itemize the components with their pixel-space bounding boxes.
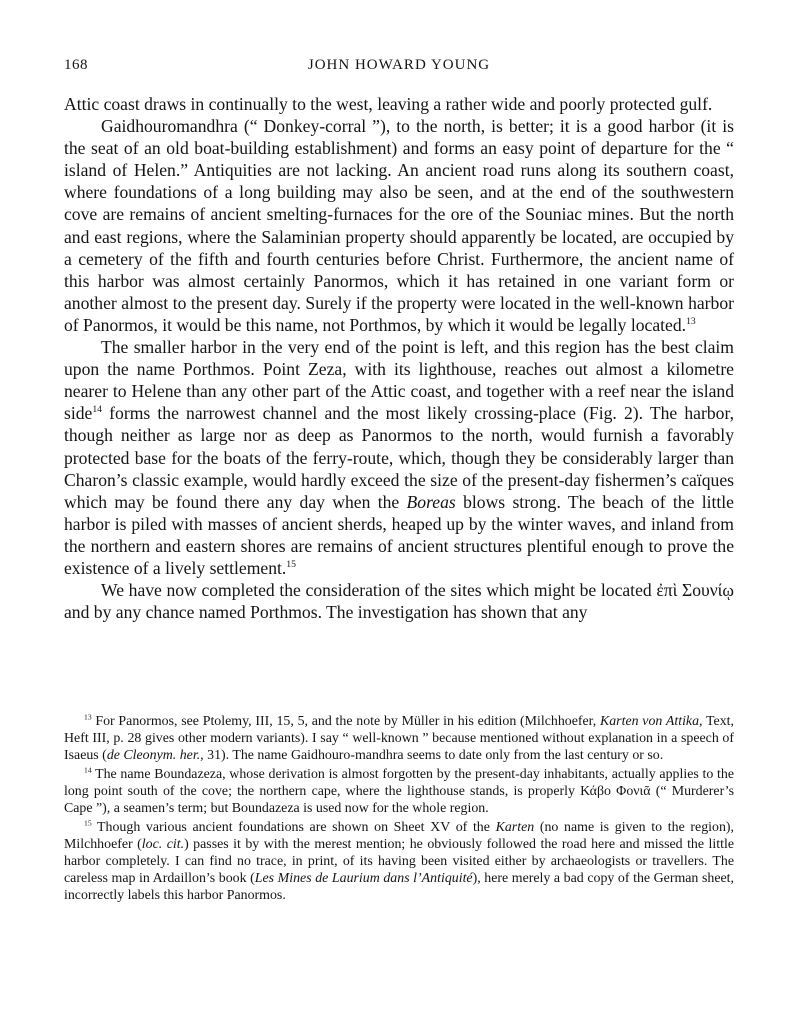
paragraph-continuation: Attic coast draws in continually to the west, leaving a rather wide and poorly protected gulf.: [64, 94, 713, 114]
paragraph-porthmos-harbor: The smaller harbor in the very end of the point is left, and this region has the best claim upon the name Porthmos. Point Zeza, with its lighthouse, reaches out almost a kilometre nearer to Helene than any other part of the Attic coast, and together with a reef near the island side$^{14}$ forms the narrowest channel and the most likely crossing-place (Fig. 2). The harbor, though neither as large nor as deep as Panormos to the north, would furnish a favorably protected base for the boats of the ferry-route, which, though they be considerably larger than Charon’s classic example, would hardly exceed the size of the present-day fishermen’s caïques which may be found there any day when the Boreas blows strong. The beach of the little harbor is piled with masses of ancient sherds, heaped up by the winter waves, and inland from the northern and eastern shores are remains of ancient structures plentiful enough to prove the existence of a lively settlement.$^{15}$: [64, 337, 734, 578]
footnote-13: $^{13}$ For Panormos, see Ptolemy, III, 15, 5, and the note by Müller in his edition (Milchhoefer, Karten von Attika, Text, Heft III, p. 28 gives other modern variants). I say “ well-known ” because mentioned without explanation in a speech of Isaeus (de Cleonym. her., 31). The name Gaidhouro-mandhra seems to date only from the last century or so.: [64, 712, 734, 763]
body-text: [64, 93, 734, 623]
boreas-italic: Boreas: [406, 491, 456, 512]
greek-phrase: ἐπὶ Σουνίῳ: [656, 580, 734, 601]
footnote-14: $^{14}$ The name Boundazeza, whose derivation is almost forgotten by the present-day inhabitants, actually applies to the long point south of the cove; the northern cape, where the lighthouse stands, is properly Κάβο Φονιᾶ (“ Murderer’s Cape ”), a seamen’s term; but Boundazeza is used now for the whole region.: [64, 765, 734, 816]
paragraph-gaidhouromandhra: Gaidhouromandhra (“ Donkey-corral ”), to the north, is better; it is a good harbor (it is the seat of an old boat-building establishment) and forms an easy point of departure for the “ island of Helen.” Antiquities are not lacking. An ancient road runs along its southern coast, where foundations of a long building may also be seen, and at the end of the southwestern cove are remains of ancient smelting-furnaces for the ore of the Souniac mines. But the north and east regions, where the Salaminian property should apparently be located, are occupied by a cemetery of the fifth and fourth centuries before Christ. Furthermore, the ancient name of this harbor was almost certainly Panormos, which it has retained in one variant form or another almost to the present day. Surely if the property were located in the well-known harbor of Panormos, it would be this name, not Porthmos, by which it would be legally located.$^{13}$: [64, 116, 734, 335]
greek-cape-name: Κάβο Φονιᾶ: [580, 784, 651, 799]
footnote-15: $^{15}$ Though various ancient foundations are shown on Sheet XV of the Karten (no name is given to the region), Milchhoefer (loc. cit.) passes it by with the merest mention; he obviously followed the road here and missed the little harbor completely. I can find no trace, in print, of its having been visited either by archaeologists or travellers. The careless map in Ardaillon’s book (Les Mines de Laurium dans l’Antiquité), here merely a bad copy of the German sheet, incorrectly labels this harbor Panormos.: [64, 818, 734, 903]
footnote-ref-14: 14: [92, 404, 103, 416]
page-number: 168: [64, 57, 88, 73]
footnote-ref-15: 15: [286, 559, 296, 571]
footnote-ref-13: 13: [686, 316, 696, 328]
running-title: JOHN HOWARD YOUNG: [307, 57, 491, 73]
paragraph-conclusion: We have now completed the consideration of the sites which might be located ἐπὶ Σουνίῳ and by any chance named Porthmos. The investigation has shown that any: [64, 580, 734, 623]
footnotes: [64, 713, 734, 906]
page-header: [64, 57, 734, 79]
